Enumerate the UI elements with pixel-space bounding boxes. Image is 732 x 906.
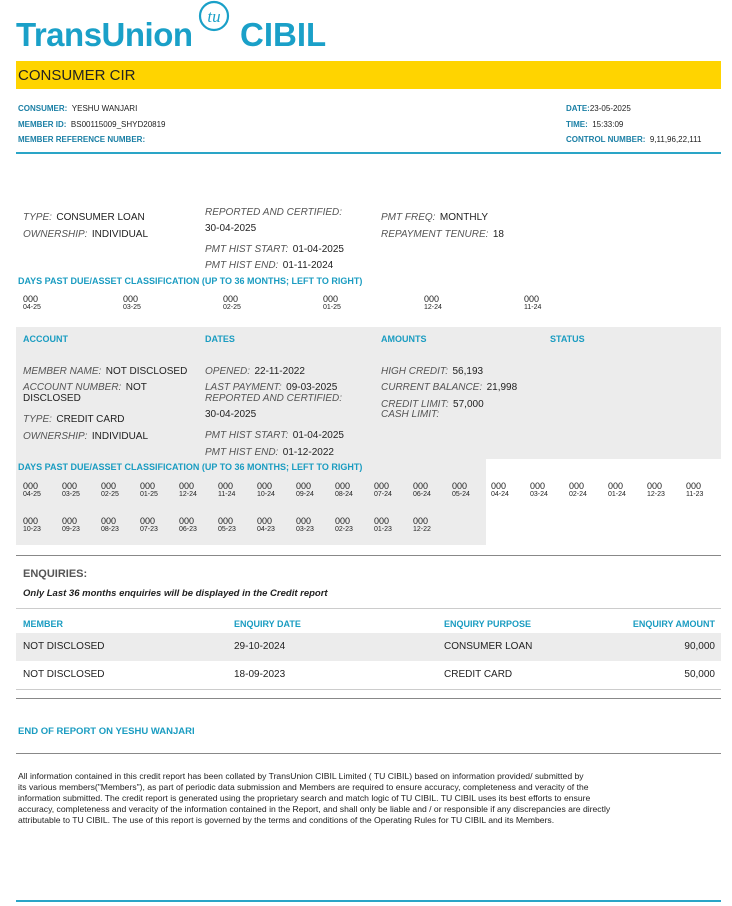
acc2-col-status: STATUS — [550, 334, 585, 344]
acc2-pmt-start-value: 01-04-2025 — [292, 430, 344, 441]
acc2-col-account: ACCOUNT — [23, 334, 68, 344]
dpd-date: 10-24 — [257, 491, 275, 498]
dpd-date: 12-22 — [413, 526, 431, 533]
dpd-value: 000 — [223, 294, 239, 304]
footer-divider — [16, 900, 721, 902]
acc2-opened-label: OPENED: — [205, 366, 251, 377]
acc2-type — [23, 409, 125, 427]
acc2-dpd-cell — [257, 516, 275, 533]
dpd-date: 01-25 — [323, 304, 341, 311]
acc2-dpd-cell — [62, 481, 80, 498]
acc2-dpd-cell — [335, 516, 353, 533]
consumer-label: CONSUMER: — [18, 104, 68, 113]
acc1-reported-value: 30-04-2025 — [205, 223, 257, 234]
dpd-value: 000 — [140, 481, 156, 491]
dpd-value: 000 — [413, 481, 429, 491]
acc2-dpd-cell — [62, 516, 80, 533]
tu-badge-text: tu — [207, 7, 221, 26]
acc2-dpd-cell — [608, 481, 626, 498]
section-divider — [16, 753, 721, 754]
acc2-dpd-cell — [296, 481, 314, 498]
acc1-dpd-cell — [23, 294, 41, 311]
acc1-ownership-value: INDIVIDUAL — [91, 229, 149, 240]
dpd-value: 000 — [524, 294, 540, 304]
acc1-pmt-start-label: PMT HIST START: — [205, 244, 289, 255]
dpd-value: 000 — [140, 516, 156, 526]
acc2-high-credit-value: 56,193 — [452, 366, 484, 377]
dpd-date: 04-24 — [491, 491, 509, 498]
dpd-date: 01-23 — [374, 526, 392, 533]
end-of-report: END OF REPORT ON YESHU WANJARI — [18, 726, 195, 737]
dpd-date: 08-24 — [335, 491, 353, 498]
acc2-dpd-cell — [530, 481, 548, 498]
dpd-date: 03-24 — [530, 491, 548, 498]
dpd-date: 02-25 — [101, 491, 119, 498]
enq-member: NOT DISCLOSED — [23, 669, 105, 680]
control-value: 9,11,96,22,111 — [649, 135, 702, 144]
dpd-value: 000 — [296, 481, 312, 491]
disclaimer-line: information submitted. The credit report is generated using the proprietary search and match logic of TU CIBIL. TU CIBIL uses its best efforts to ensure — [18, 793, 591, 803]
acc2-credit-limit-value: 57,000 — [453, 399, 484, 410]
acc1-pmt-start-value: 01-04-2025 — [292, 244, 344, 255]
report-title: CONSUMER CIR — [18, 67, 136, 84]
dpd-date: 12-24 — [179, 491, 197, 498]
disclaimer-line: accuracy, completeness and veracity of the information contained in the Report, and shall only be liable and / or responsible if any discrepancies are directly — [18, 804, 611, 814]
date-label: DATE: — [566, 104, 590, 113]
acc1-ownership — [23, 224, 148, 242]
disclaimer — [18, 771, 723, 826]
dpd-date: 02-25 — [223, 304, 241, 311]
enquiries-note: Only Last 36 months enquiries will be displayed in the Credit report — [23, 588, 328, 599]
dpd-date: 03-25 — [62, 491, 80, 498]
acc1-type-value: CONSUMER LOAN — [56, 212, 145, 223]
acc2-dpd-cell — [179, 481, 197, 498]
time-value: 15:33:09 — [592, 120, 624, 129]
acc1-type — [23, 207, 145, 225]
dpd-date: 11-24 — [524, 304, 542, 311]
acc2-dpd-cell — [452, 481, 470, 498]
acc2-current-balance — [381, 377, 517, 395]
acc1-pmt-freq-label: PMT FREQ: — [381, 212, 436, 223]
enq-col-member: MEMBER — [23, 619, 63, 629]
acc2-dpd-cell — [179, 516, 197, 533]
dpd-date: 12-23 — [647, 491, 665, 498]
dpd-date: 02-23 — [335, 526, 353, 533]
dpd-value: 000 — [569, 481, 585, 491]
dpd-date: 08-23 — [101, 526, 119, 533]
acc2-opened-value: 22-11-2022 — [254, 366, 305, 377]
dpd-date: 05-24 — [452, 491, 470, 498]
acc2-credit-limit-label: CREDIT LIMIT: — [381, 399, 449, 410]
dpd-date: 02-24 — [569, 491, 587, 498]
logo-cibil-text: CIBIL — [240, 16, 327, 53]
dpd-date: 11-23 — [686, 491, 704, 498]
dpd-value: 000 — [424, 294, 440, 304]
consumer-value: YESHU WANJARI — [71, 104, 138, 113]
enq-purpose: CREDIT CARD — [444, 669, 513, 680]
enq-date: 29-10-2024 — [234, 641, 286, 652]
dpd-date: 04-25 — [23, 491, 41, 498]
acc1-dpd-cell — [223, 294, 241, 311]
acc1-pmt-end-value: 01-11-2024 — [282, 260, 334, 271]
dpd-date: 07-23 — [140, 526, 158, 533]
acc1-tenure-label: REPAYMENT TENURE: — [381, 229, 489, 240]
acc2-reported-value: 30-04-2025 — [205, 409, 257, 420]
acc2-current-balance-label: CURRENT BALANCE: — [381, 382, 483, 393]
acc2-current-balance-value: 21,998 — [486, 382, 518, 393]
acc1-dpd-cell — [524, 294, 541, 311]
acc2-pmt-start-label: PMT HIST START: — [205, 430, 289, 441]
acc1-pmt-freq-value: MONTHLY — [439, 212, 489, 223]
acc2-dpd-cell — [218, 481, 235, 498]
dpd-value: 000 — [101, 481, 117, 491]
member-ref-line — [18, 129, 145, 147]
control-line — [566, 129, 701, 147]
enq-amount: 90,000 — [684, 641, 715, 652]
dpd-value: 000 — [647, 481, 663, 491]
acc2-dpd-cell — [686, 481, 703, 498]
dpd-date: 01-25 — [140, 491, 158, 498]
dpd-value: 000 — [23, 294, 39, 304]
dpd-value: 000 — [123, 294, 139, 304]
dpd-value: 000 — [62, 516, 78, 526]
acc2-pmt-end-label: PMT HIST END: — [205, 447, 279, 458]
acc1-tenure-value: 18 — [492, 229, 504, 240]
acc2-dpd-cell — [296, 516, 314, 533]
acc2-dpd-cell — [569, 481, 587, 498]
dpd-date: 03-23 — [296, 526, 314, 533]
dpd-value: 000 — [218, 516, 234, 526]
acc2-dpd-cell — [413, 516, 431, 533]
acc2-account-number-label: ACCOUNT NUMBER: — [23, 382, 122, 393]
acc2-ownership-value: INDIVIDUAL — [91, 431, 149, 442]
acc2-last-payment-value: 09-03-2025 — [286, 382, 338, 393]
acc2-dpd-cell — [374, 516, 392, 533]
acc2-dpd-cell — [23, 516, 41, 533]
dpd-value: 000 — [257, 481, 273, 491]
enquiries-title: ENQUIRIES: — [23, 568, 88, 580]
member-id-value: BS00115009_SHYD20819 — [70, 120, 166, 129]
dpd-value: 000 — [530, 481, 546, 491]
dpd-value: 000 — [23, 516, 39, 526]
member-ref-label: MEMBER REFERENCE NUMBER: — [18, 135, 146, 144]
acc2-dpd-title: DAYS PAST DUE/ASSET CLASSIFICATION (UP TO 36 MONTHS; LEFT TO RIGHT) — [18, 462, 363, 472]
section-divider — [16, 698, 721, 699]
enq-col-date: ENQUIRY DATE — [234, 619, 301, 629]
header-divider — [16, 152, 721, 154]
acc1-dpd-title: DAYS PAST DUE/ASSET CLASSIFICATION (UP TO 36 MONTHS; LEFT TO RIGHT) — [18, 276, 363, 286]
acc2-type-value: CREDIT CARD — [56, 414, 125, 425]
acc2-member-name-label: MEMBER NAME: — [23, 366, 102, 377]
acc2-dpd-cell — [140, 516, 158, 533]
dpd-value: 000 — [335, 481, 351, 491]
acc1-dpd-cell — [123, 294, 141, 311]
tu-logo-icon — [194, 0, 234, 34]
dpd-date: 01-24 — [608, 491, 626, 498]
acc2-dpd-cell — [335, 481, 353, 498]
dpd-value: 000 — [491, 481, 507, 491]
date-value: 23-05-2025 — [589, 104, 631, 113]
acc2-account-number-cont: DISCLOSED — [23, 393, 81, 404]
control-label: CONTROL NUMBER: — [566, 135, 646, 144]
dpd-date: 04-25 — [23, 304, 41, 311]
enq-col-amount: ENQUIRY AMOUNT — [632, 619, 715, 629]
section-divider — [16, 555, 721, 556]
logo-brand-text: TransUnion — [16, 16, 193, 53]
dpd-value: 000 — [452, 481, 468, 491]
acc1-pmt-freq — [381, 207, 488, 225]
dpd-date: 05-23 — [218, 526, 236, 533]
dpd-date: 06-23 — [179, 526, 197, 533]
acc2-ownership — [23, 426, 148, 444]
dpd-value: 000 — [296, 516, 312, 526]
time-label: TIME: — [566, 120, 588, 129]
dpd-value: 000 — [686, 481, 702, 491]
dpd-value: 000 — [62, 481, 78, 491]
acc1-pmt-end — [205, 255, 333, 273]
acc2-pmt-start — [205, 425, 344, 443]
dpd-date: 03-25 — [123, 304, 141, 311]
dpd-value: 000 — [323, 294, 339, 304]
acc2-high-credit-label: HIGH CREDIT: — [381, 366, 449, 377]
acc2-pmt-end-value: 01-12-2022 — [282, 447, 334, 458]
acc2-type-label: TYPE: — [23, 414, 52, 425]
enquiries-note-divider — [16, 608, 721, 609]
acc2-dpd-cell — [218, 516, 236, 533]
acc2-last-payment-label: LAST PAYMENT: — [205, 382, 282, 393]
dpd-value: 000 — [257, 516, 273, 526]
acc1-dpd-cell — [424, 294, 442, 311]
enq-col-purpose: ENQUIRY PURPOSE — [444, 619, 532, 629]
dpd-value: 000 — [335, 516, 351, 526]
enq-amount: 50,000 — [684, 669, 715, 680]
acc2-dpd-cell — [374, 481, 392, 498]
acc1-ownership-label: OWNERSHIP: — [23, 229, 88, 240]
dpd-date: 11-24 — [218, 491, 236, 498]
acc2-member-name-value: NOT DISCLOSED — [105, 366, 188, 377]
disclaimer-line: its various members("Members"), as part of periodic data submission and Members are required to ensure accuracy, completeness and veracity of the — [18, 782, 589, 792]
enq-member: NOT DISCLOSED — [23, 641, 105, 652]
dpd-date: 07-24 — [374, 491, 392, 498]
acc2-dpd-cell — [413, 481, 431, 498]
enquiries-end-divider — [16, 689, 721, 690]
dpd-value: 000 — [23, 481, 39, 491]
dpd-value: 000 — [218, 481, 234, 491]
dpd-value: 000 — [374, 516, 390, 526]
acc2-col-dates: DATES — [205, 334, 235, 344]
dpd-value: 000 — [101, 516, 117, 526]
acc2-ownership-label: OWNERSHIP: — [23, 431, 88, 442]
enq-date: 18-09-2023 — [234, 669, 286, 680]
acc2-pmt-end — [205, 442, 334, 460]
acc2-dpd-cell — [101, 481, 119, 498]
acc1-reported-label: REPORTED AND CERTIFIED: — [205, 207, 343, 218]
acc1-dpd-cell — [323, 294, 341, 311]
acc2-dpd-cell — [647, 481, 665, 498]
member-id-label: MEMBER ID: — [18, 120, 67, 129]
dpd-date: 10-23 — [23, 526, 41, 533]
enq-purpose: CONSUMER LOAN — [444, 641, 533, 652]
disclaimer-line: All information contained in this credit report has been collated by TransUnion CIBIL Limited ( TU CIBIL) based on information provided/ submitted by — [18, 771, 584, 781]
acc1-type-label: TYPE: — [23, 212, 52, 223]
disclaimer-line: attributable to TU CIBIL. The use of this report is governed by the terms and conditions of the Operating Rules for TU CIBIL and its Members. — [18, 815, 555, 825]
dpd-value: 000 — [413, 516, 429, 526]
acc2-col-amounts: AMOUNTS — [381, 334, 427, 344]
acc2-dpd-cell — [23, 481, 41, 498]
acc2-account-number-value: NOT — [125, 382, 147, 393]
dpd-date: 09-23 — [62, 526, 80, 533]
acc1-tenure — [381, 224, 504, 242]
dpd-date: 06-24 — [413, 491, 431, 498]
dpd-value: 000 — [374, 481, 390, 491]
acc2-dpd-cell — [101, 516, 119, 533]
dpd-date: 12-24 — [424, 304, 442, 311]
dpd-date: 04-23 — [257, 526, 275, 533]
dpd-value: 000 — [608, 481, 624, 491]
dpd-value: 000 — [179, 516, 195, 526]
acc2-reported-label: REPORTED AND CERTIFIED: — [205, 393, 343, 404]
acc1-pmt-end-label: PMT HIST END: — [205, 260, 279, 271]
acc2-dpd-cell — [257, 481, 275, 498]
acc2-dpd-cell — [491, 481, 509, 498]
dpd-value: 000 — [179, 481, 195, 491]
acc2-cash-limit-label: CASH LIMIT: — [381, 409, 440, 420]
acc2-dpd-cell — [140, 481, 158, 498]
dpd-date: 09-24 — [296, 491, 314, 498]
